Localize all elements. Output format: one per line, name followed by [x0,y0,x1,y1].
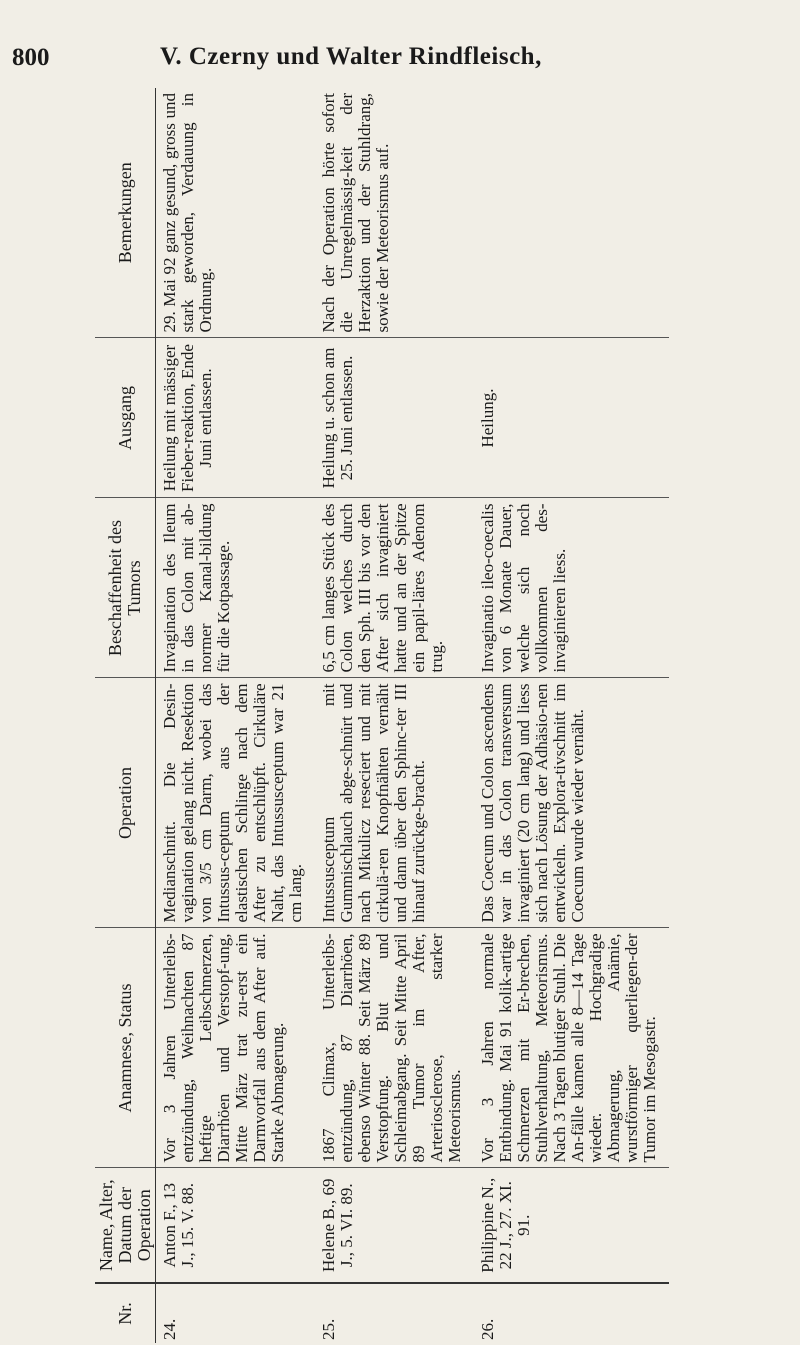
cell-operation: Das Coecum und Colon ascendens war in das Colon transversum invaginiert (20 cm lang) und liess sich nach Lösung der Adhäsio-nen entwickeln. Explora-tivschnitt im Coecum wurde wieder vernäht. [474,678,669,928]
header-ausgang: Ausgang [95,338,156,498]
case-table [95,88,669,1343]
cell-ausgang: Heilung mit mässiger Fieber-reaktion, Ende Juni entlassen. [156,338,316,498]
cell-operation: Intussusceptum mit Gummischlauch abge-schnürt und nach Mikulicz reseciert und mit cirkulä-ren Knopfnähten vernäht und dann über den Sphinc-ter III hinauf zurückge-bracht. [315,678,474,928]
cell-nr: 24. [156,1283,316,1343]
running-head: V. Czerny und Walter Rindfleisch, [160,43,542,70]
rotated-table-container [95,88,785,1343]
cell-operation: Medianschnitt. Die Desin-vagination gelang nicht. Resektion von 3/5 cm Darm, wobei das Intussus-ceptum aus der elastischen Schlinge nach dem After zu entschlüpft. Cirkuläre Naht, das Intussusceptum war 21 cm lang. [156,678,316,928]
table-row [156,88,316,1343]
cell-bemerkungen [474,88,669,338]
header-bemerkungen: Bemerkungen [95,88,156,338]
page-number: 800 [12,44,50,71]
cell-name: Helene B., 69 J., 5. VI. 89. [315,1168,474,1283]
cell-ausgang: Heilung u. schon am 25. Juni entlassen. [315,338,474,498]
header-nr: Nr. [95,1283,156,1343]
cell-bemerkungen: Nach der Operation hörte sofort die Unregelmässig-keit der Herzaktion und der Stuhldrang, sowie der Meteorismus auf. [319,93,392,333]
header-name: Name, Alter, Datum der Operation [95,1168,156,1283]
header-operation: Operation [95,678,156,928]
case-table-frame [95,88,785,1343]
header-tumor: Beschaffenheit des Tumors [95,498,156,678]
table-row [474,88,669,1343]
table-row [315,88,474,1343]
header-row [95,88,156,1343]
cell-nr: 25. [315,1283,474,1343]
cell-tumor: Invagination des Ileum in das Colon mit ab-normer Kanal-bildung für die Kotpassage. [156,498,316,678]
header-anamnese: Anamnese, Status [95,928,156,1168]
cell-tumor: 6,5 cm langes Stück des Colon welches durch den Sph. III bis vor den After sich invaginiert hatte und an der Spitze ein papil-läres Adenom trug. [315,498,474,678]
cell-tumor: Invaginatio ileo-coecalis von 6 Monate Dauer, welche sich noch vollkommen des-invaginieren liess. [474,498,669,678]
cell-name: Anton F., 13 J., 15. V. 88. [156,1168,316,1283]
cell-nr: 26. [474,1283,669,1343]
cell-ausgang: Heilung. [474,338,669,498]
cell-anamnese: Vor 3 Jahren normale Entbindung. Mai 91 kolik-artige Schmerzen mit Er-brechen, Stuhlverhaltung, Meteorismus. Nach 3 Tagen blutiger Stuhl. Die An-fälle kamen alle 8—14 Tage wieder. Hochgradige Abmagerung, Anämie, wurstförmiger querliegen-der Tumor im Mesogastr. [474,928,669,1168]
cell-anamnese: Vor 3 Jahren Unterleibs-entzündung, Weihnachten 87 heftige Leibschmerzen, Diarrhöen und Verstopf-ung, Mitte März trat zu-erst ein Darmvorfall aus dem After auf. Starke Abmagerung. [156,928,316,1168]
cell-name: Philippine N., 22 J., 27. XI. 91. [474,1168,669,1283]
cell-bemerkungen: 29. Mai 92 ganz gesund, gross und stark geworden, Verdauung in Ordnung. [160,93,215,333]
cell-anamnese: 1867 Climax, Unterleibs-entzündung, 87 Diarrhöen, ebenso Winter 88. Seit März 89 Verstopfung. Blut und Schleimabgang. Seit Mitte April 89 Tumor im After, Arteriosclerose, starker Meteorismus. [315,928,474,1168]
